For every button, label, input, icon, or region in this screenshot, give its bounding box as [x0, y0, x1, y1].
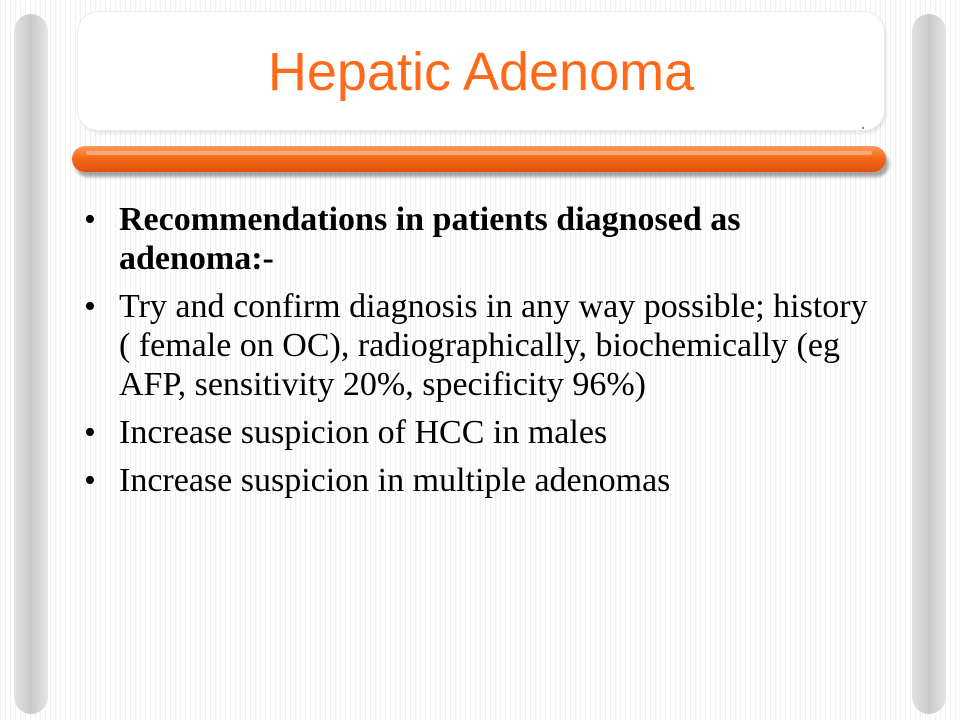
bullet-item-multiple-adenomas	[84, 461, 874, 500]
bullet-item-recommendations	[84, 200, 874, 278]
bullet-icon: •	[84, 414, 96, 451]
bullet-icon: •	[84, 201, 96, 238]
bullet-text: Try and confirm diagnosis in any way possible; history ( female on OC), radiographically, biochemically (eg AFP, sensitivity 20%, specificity 96%)	[119, 288, 868, 403]
bullet-item-hcc-males	[84, 413, 874, 452]
right-decorative-bar	[912, 14, 946, 714]
bullet-item-confirm-diagnosis	[84, 287, 874, 404]
bullet-text: Increase suspicion of HCC in males	[119, 414, 608, 451]
decorative-dot	[862, 127, 864, 129]
bullet-text: Increase suspicion in multiple adenomas	[119, 462, 671, 499]
bullet-icon: •	[84, 462, 96, 499]
left-decorative-bar	[14, 14, 48, 714]
orange-divider-bar	[72, 146, 886, 172]
bullet-icon: •	[84, 288, 96, 325]
slide-title: Hepatic Adenoma	[267, 42, 695, 102]
bullet-list	[84, 200, 874, 509]
bullet-text: Recommendations in patients diagnosed as adenoma:-	[119, 201, 741, 277]
